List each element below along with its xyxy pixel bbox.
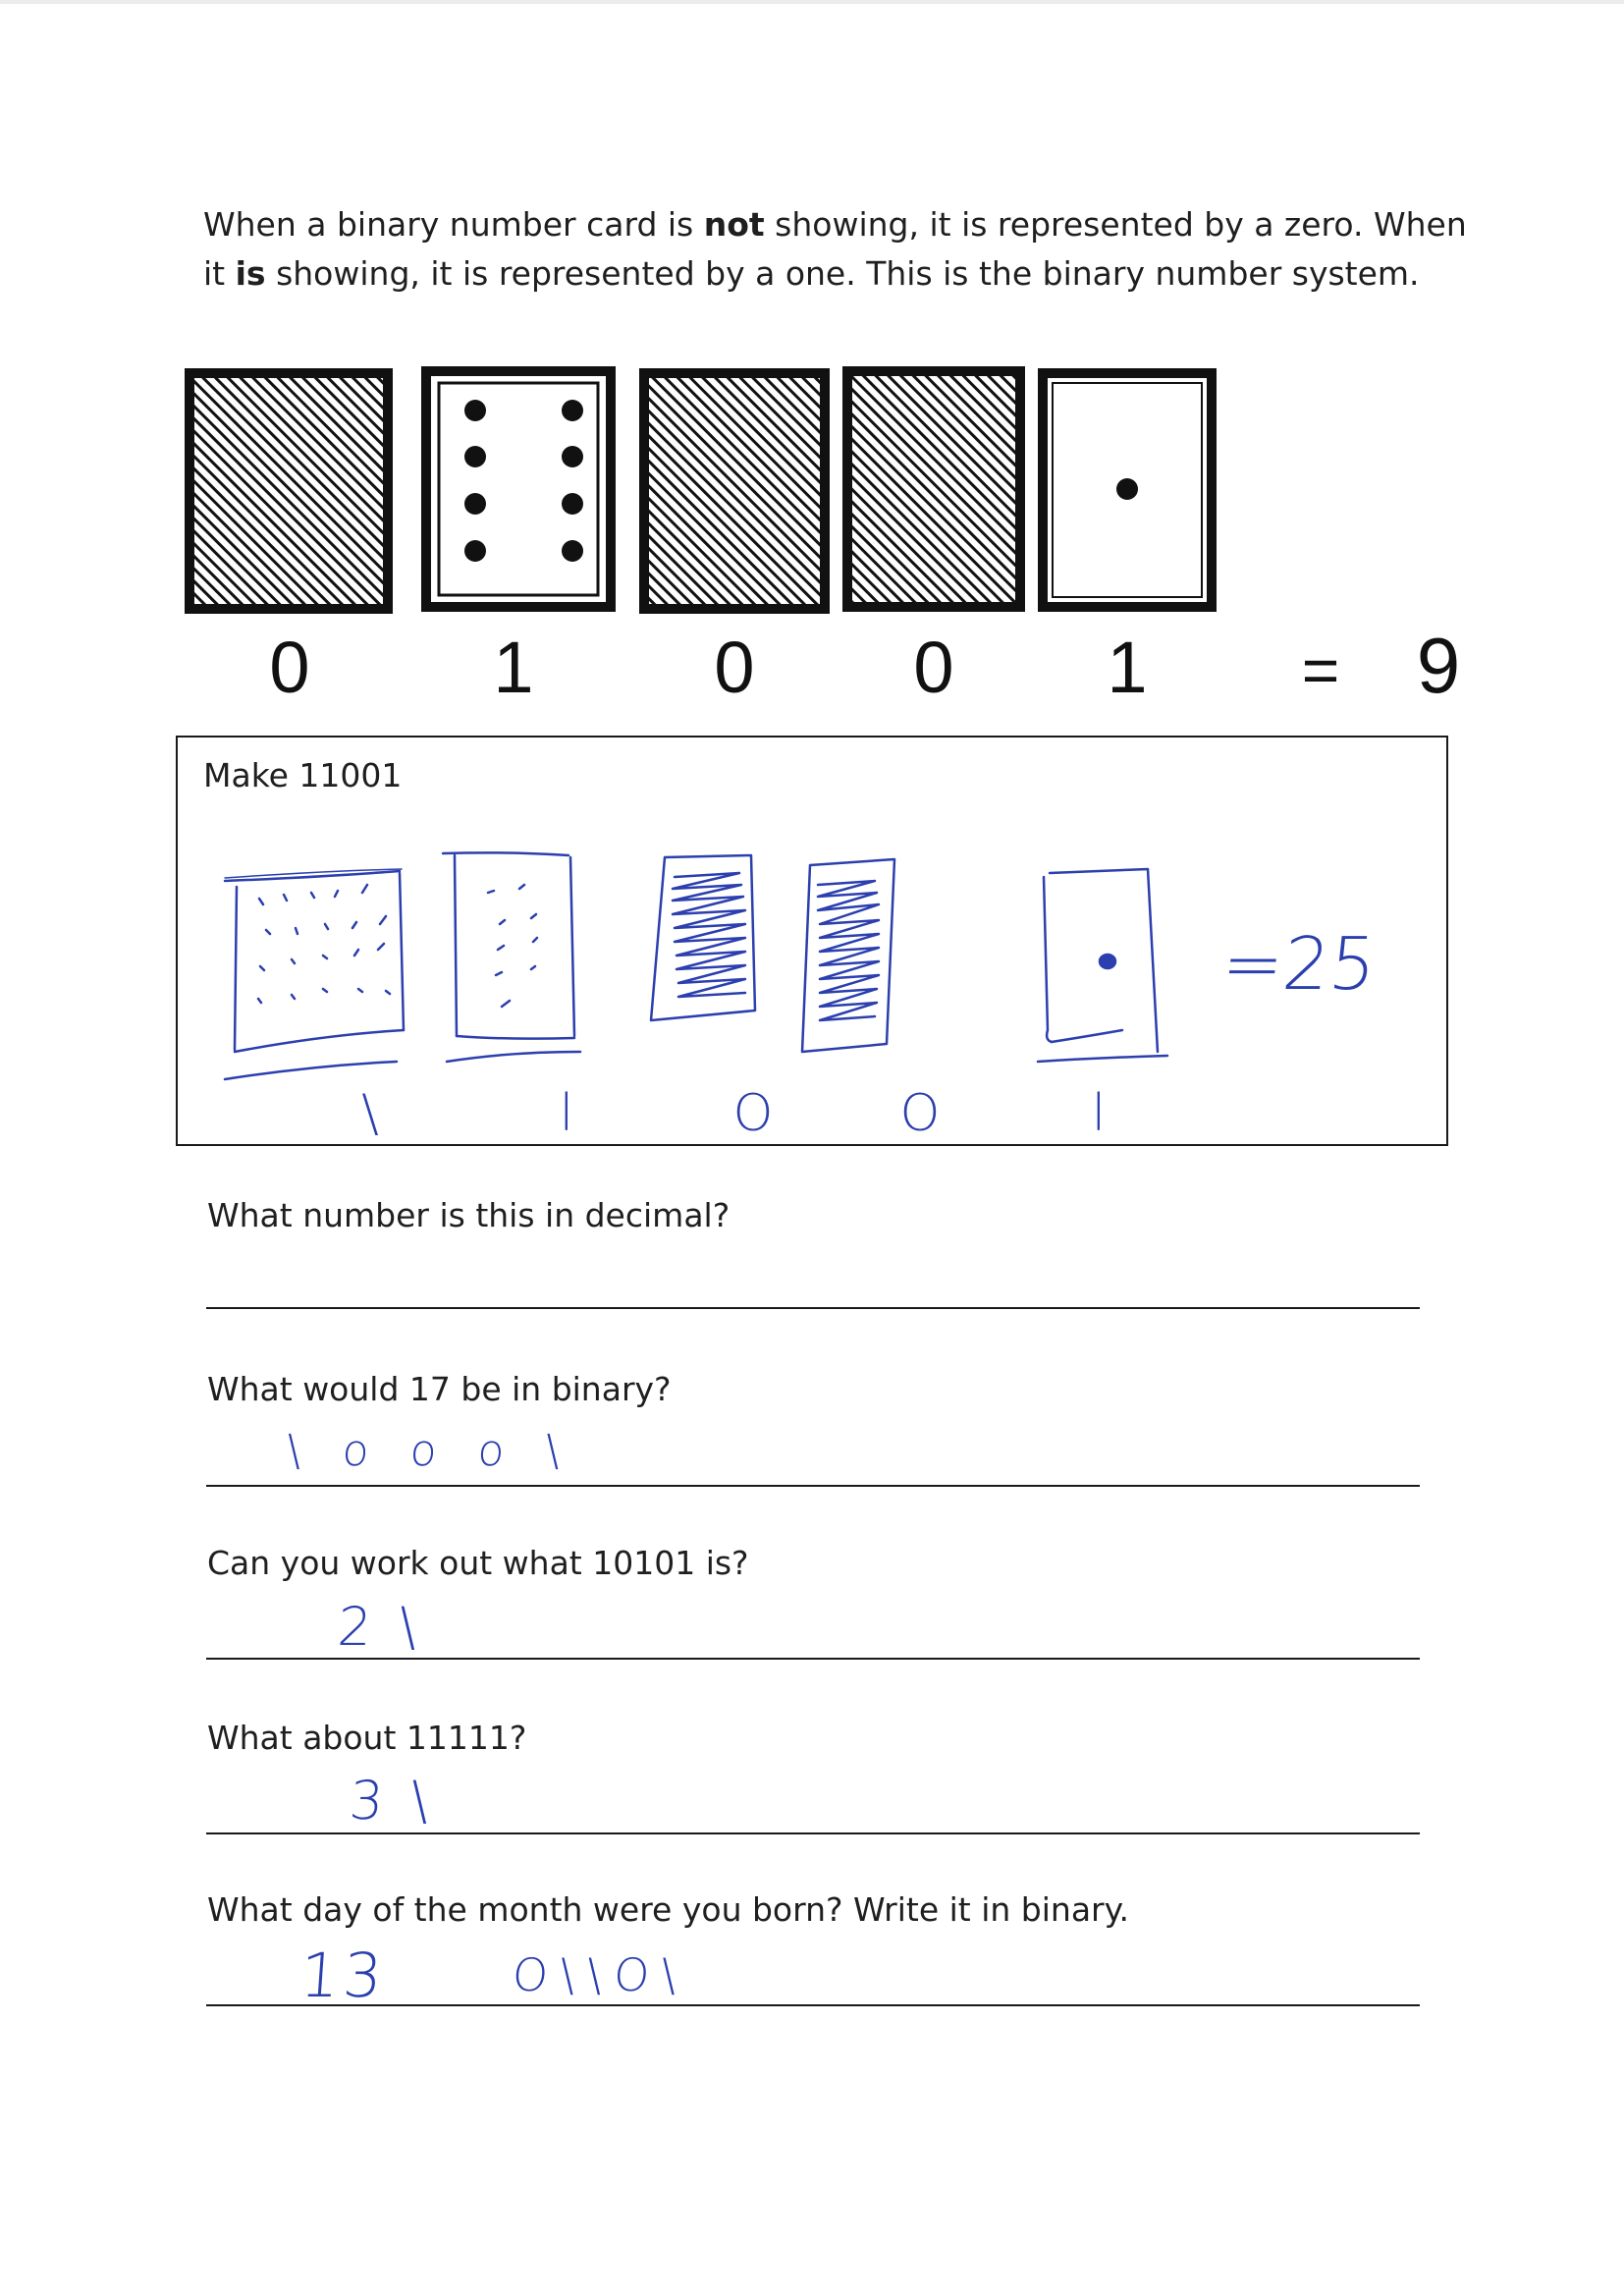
bit-label: 0 (714, 627, 755, 708)
question-3: Can you work out what 10101 is? (207, 1544, 749, 1582)
handwritten-bit: O (732, 1084, 774, 1143)
answer-2: \ o o o \ (285, 1426, 576, 1476)
card-2-facedown (847, 371, 1020, 607)
page-edge (0, 0, 1624, 4)
sketch-card-1 (225, 869, 404, 1079)
dot-icon (562, 493, 583, 515)
handwritten-result: =25 (1218, 922, 1380, 1007)
intro-paragraph (203, 200, 1470, 299)
handwritten-bit: \ (361, 1084, 379, 1143)
question-1: What number is this in decimal? (207, 1196, 731, 1234)
answer-4: 3\ (347, 1770, 459, 1831)
handwritten-bit: O (899, 1084, 941, 1143)
dot-icon (464, 540, 486, 562)
dot-icon (1116, 478, 1138, 500)
intro-text-2: showing, it is represented by a zero. When it (203, 205, 1467, 293)
question-4: What about 11111? (207, 1719, 527, 1757)
answer-line-5 (206, 2004, 1420, 2006)
sketch-card-5 (1038, 869, 1167, 1062)
answer-line-3 (206, 1658, 1420, 1660)
intro-text-1: When a binary number card is (203, 205, 704, 244)
dot-icon (464, 493, 486, 515)
dot-icon (562, 540, 583, 562)
answer-5-binary: O\\O\ (511, 1948, 690, 2001)
card-4-facedown (644, 373, 825, 609)
card-16-facedown (189, 373, 388, 609)
card-8-faceup (426, 371, 611, 607)
answer-line-1 (206, 1307, 1420, 1309)
answer-line-2 (206, 1485, 1420, 1487)
handwritten-bit: l (1091, 1084, 1107, 1143)
bit-label: 0 (269, 627, 310, 708)
question-2: What would 17 be in binary? (207, 1370, 672, 1408)
question-5: What day of the month were you born? Write it in binary. (207, 1890, 1129, 1929)
make-task-label: Make 11001 (203, 756, 403, 794)
dot-icon (464, 446, 486, 467)
dot-icon (562, 446, 583, 467)
intro-text-3: showing, it is represented by a one. This is the binary number system. (265, 254, 1420, 293)
binary-cards-illustration (177, 354, 1483, 727)
intro-bold-is: is (235, 254, 266, 293)
intro-bold-not: not (703, 205, 765, 244)
bit-label: 1 (1107, 627, 1148, 708)
dot-icon (562, 400, 583, 421)
example-result: 9 (1416, 622, 1461, 709)
sketch-card-4 (802, 859, 894, 1052)
handwritten-bit: l (559, 1084, 574, 1143)
bit-label: 0 (913, 627, 954, 708)
card-1-faceup (1043, 373, 1212, 607)
handwritten-cards-drawing (176, 834, 1448, 1144)
answer-3: 2\ (335, 1596, 447, 1658)
answer-line-4 (206, 1832, 1420, 1834)
answer-5-day: 13 (298, 1940, 389, 2011)
sketch-card-3 (651, 855, 755, 1020)
dot-icon (464, 400, 486, 421)
sketch-card-2 (443, 852, 580, 1062)
equals-sign: = (1301, 633, 1340, 706)
bit-label: 1 (493, 627, 534, 708)
